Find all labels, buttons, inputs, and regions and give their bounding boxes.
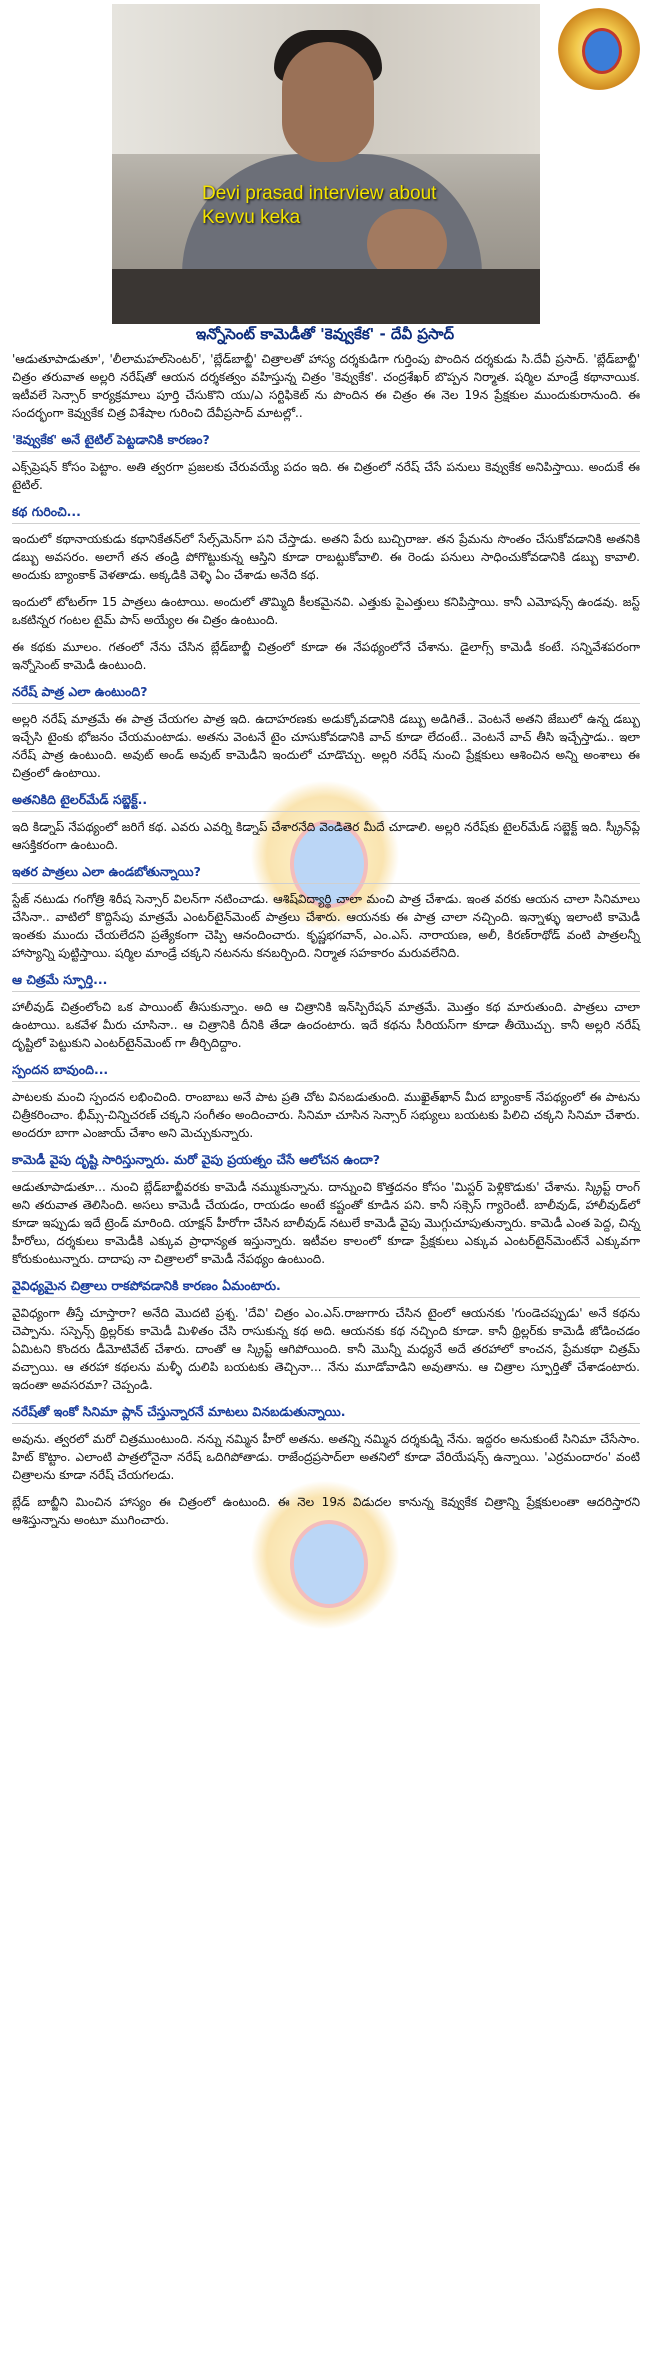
question-heading: వైవిధ్యమైన చిత్రాలు రాకపోవడానికి కారణం ఏమంటారు. [12, 1277, 640, 1298]
answer-paragraph: ఇందులో టోటల్‌గా 15 పాత్రలు ఉంటాయి. అందులో తొమ్మిది కీలకమైనవి. ఎత్తుకు పైఎత్తులు కనిపిస్తాయి. కానీ ఎమోషన్స్ ఉండవు. జస్ట్ ఒకటిన్నర గంటల టైమ్ పాస్ అయ్యేల ఈ చిత్రం ఉంటుంది. [12, 595, 640, 627]
answer-paragraph: స్టేజ్ నటుడు గంగోత్రి శిరీష సెన్సార్ విలన్‌గా నటించాడు. ఆశిష్‌విద్యార్థి చాలా మంచి పాత్ర చేశాడు. ఇంత వరకు ఆయన చాలా సినిమాలు చేసినా.. వాటిలో కొద్దిసేపు మాత్రమే ఎంటర్‌టైన్‌మెంట్ పాత్రలు చేశారు. ఆయనకు ఈ పాత్ర చాలా నచ్చింది. ఇన్నాళ్ళు ఇలాంటి కామెడీ ఇంతకు ముందు చేయలేదని ప్రత్యేకంగా చెప్పి ఆనందించారు. కృష్ణభగవాన్, ఎం.ఎస్. నారాయణ, అలీ, కిరణ్‌రాథోడ్ వంటి పాత్రలన్నీ హాస్యాన్ని పుట్టిస్తాయి. షర్మిల మాండ్రే చక్కని నటనను కనబర్చింది. నిర్మాత సహకారం మరువలేనిది. [12, 892, 640, 960]
answer-paragraph: ఇందులో కథానాయకుడు కథానికేతన్‌లో సేల్స్‌మెన్‌గా పని చేస్తాడు. అతని పేరు బుచ్చిరాజు. తన ప్రేమను సొంతం చేసుకోవడానికి అతనికి డబ్బు అవసరం. అలాగే తన తండ్రి పోగొట్టుకున్న ఆస్తిని కూడా రాబట్టుకోవాలి. ఈ రెండు పనులు సాధించుకోవడానికి డబ్బు కావాలి. అందుకు బ్యాంకాక్ వెళతాడు. అక్కడికి వెళ్ళి ఏం చేశాడు అనేది కథ. [12, 532, 640, 582]
answer-paragraph: ఆడుతూపాడుతూ... నుంచి బ్లేడ్‌బాబ్జీవరకు కామెడీ నమ్ముకున్నాను. దాన్నుంచి కొత్తదనం కోసం 'మిస్టర్ పెళ్లికొడుకు' చేశాను. స్క్రిప్ట్ రాంగ్ అని తరువాత తెలిసింది. అసలు కామెడీ చేయడం, రాయడం అంటే కష్టంతో కూడిన పని. కానీ సక్సెస్ గ్యారెంటీ. బాలీవుడ్, హాలీవుడ్‌లో కూడా ఇప్పుడు ఇదే ట్రెండ్ మారింది. యాక్షన్ హీరోగా చేసిన బాలీవుడ్ నటులే కామెడీ వైపు మొగ్గుచూపుతున్నారు. కామెడీ ఎంత పెద్ద, చిన్న హీరోలు, దర్శకులు కామెడీకి ఎక్కువ ప్రాధాన్యత ఇస్తున్నారు. ఇటీవల కాలంలో కూడా ప్రేక్షకులు ఎక్కువ ఎంటర్‌టైన్‌మెంట్‌నే ఎక్కువగా కోరుకుంటున్నారు. దాదాపు నా చిత్రాలలో కామెడీ నేపథ్యం ఉంటుంది. [12, 1180, 640, 1266]
question-heading: 'కెవ్వుకేక' అనే టైటిల్ పెట్టడానికి కారణం? [12, 431, 640, 452]
answer-paragraph: ఇది కిడ్నాప్ నేపథ్యంలో జరిగే కథ. ఎవరు ఎవర్ని కిడ్నాప్ చేశారనేది వెండితెర మీదే చూడాలి. అల్లరి నరేష్‌కు టైలర్‌మేడ్ సబ్జెక్ట్ ఇది. స్క్రీన్‌ప్లే ఆసక్తికరంగా ఉంటుంది. [12, 820, 640, 852]
interview-photo [112, 4, 540, 324]
photo-table [112, 269, 540, 324]
article-body [12, 350, 640, 1538]
site-logo [558, 8, 640, 90]
answer-paragraph: ఈ కథకు మూలం. గతంలో నేను చేసిన బ్లేడ్‌బాబ్జీ చిత్రంలో కూడా ఈ నేపథ్యంలోనే చేశాను. డైలాగ్స్ కామెడీ కంటే. సన్నివేశపరంగా ఇన్నోసెంట్ కామెడీ ఉంటుంది. [12, 640, 640, 672]
question-heading: కథ గురించి... [12, 503, 640, 524]
answer-paragraph: అల్లరి నరేష్ మాత్రమే ఈ పాత్ర చేయగల పాత్ర ఇది. ఉదాహరణకు అడుక్కోవడానికి డబ్బు అడిగితే.. వెంటనే అతని జేబులో ఉన్న డబ్బు ఇచ్చేసి టైంకు భోజనం చేయమంటాడు. అతను వెంటనే టైం చూసుకోవడానికి వాచ్ కూడా లేదంటే.. వెంటనే వాచ్ తీసి ఇచ్చేస్తాడు.. ఇలా నరేష్ పాత్ర ఉంటుంది. అవుట్ అండ్ అవుట్ కామెడీని ఇందులో చూడొచ్చు. అల్లరి నరేష్ నుంచి ప్రేక్షకులు ఆశించిన అన్ని అంశాలు ఈ చిత్రంలో ఉంటాయి. [12, 712, 640, 780]
answer-paragraph: ఎక్స్‌ప్రెషన్ కోసం పెట్టాం. అతి త్వరగా ప్రజలకు చేరువయ్యే పదం ఇది. ఈ చిత్రంలో నరేష్ చేసే పనులు కెవ్వుకేక అనిపిస్తాయి. అందుకే ఈ టైటిల్. [12, 460, 640, 492]
answer-paragraph: అవును. త్వరలో మరో చిత్రముంటుంది. నన్ను నమ్మిన హీరో అతను. అతన్ని నమ్మిన దర్శకుడ్ని నేను. ఇద్దరం అనుకుంటే సినిమా చేసేసాం. హిట్ కొట్టాం. ఎలాంటి పాత్రలోనైనా నరేష్ ఒదిగిపోతాడు. రాజేంద్రప్రసాద్‌లా అతనిలో కూడా వేరియేషన్స్ ఉన్నాయి. 'ఎర్రమందారం' వంటి చిత్రాలను కూడా నరేష్ చేయగలడు. [12, 1432, 640, 1482]
answer-paragraph: 'ఆడుతూపాడుతూ', 'లీలామహల్‌సెంటర్', 'బ్లేడ్‌బాబ్జీ' చిత్రాలతో హాస్య దర్శకుడిగా గుర్తింపు పొందిన దర్శకుడు సి.దేవీ ప్రసాద్. 'బ్లేడ్‌బాబ్జీ' చిత్రం తరువాత అల్లరి నరేష్‌తో ఆయన దర్శకత్వం వహిస్తున్న చిత్రం 'కెవ్వుకేక'. చంద్రశేఖర్ బొప్పన నిర్మాత. షర్మిల మాండ్రే కథానాయిక. ఇటీవలే సెన్సార్ కార్యక్రమాలు పూర్తి చేసుకొని యు/ఎ సర్టిఫికెట్ ను పొందిన ఈ చిత్రం ఈ నెల 19న ప్రేక్షకుల ముందుకురానుంది. ఈ సందర్భంగా కెవ్వుకేక చిత్ర విశేషాల గురించి దేవీప్రసాద్ మాటల్లో.. [12, 352, 640, 420]
answer-paragraph: బ్లేడ్ బాబ్జీని మించిన హాస్యం ఈ చిత్రంలో ఉంటుంది. ఈ నెల 19న విడుదల కానున్న కెవ్వుకేక చిత్రాన్ని ప్రేక్షకులంతా ఆదరిస్తారని ఆశిస్తున్నాను అంటూ ముగించారు. [12, 1495, 640, 1527]
article-headline: ఇన్నోసెంట్ కామెడీతో 'కెవ్వుకేక' - దేవీ ప్రసాద్ [195, 325, 455, 343]
answer-paragraph: పాటలకు మంచి స్పందన లభించింది. రాంబాబు అనే పాట ప్రతి చోట వినబడుతుంది. ముఖైత్‌ఖాన్ మీద బ్యాంకాక్ నేపథ్యంలో ఈ పాటను చిత్రీకరించాం. భీమ్స్-చిన్నిచరణ్ చక్కని సంగీతం అందించారు. సినిమా చూసిన సెన్సార్ సభ్యులు బయటకు పిలిచి చక్కని సినిమా చేశారు. అందరూ బాగా ఎంజాయ్ చేశాం అని మెచ్చుకున్నారు. [12, 1090, 640, 1140]
question-heading: స్పందన బావుంది... [12, 1061, 640, 1082]
question-heading: కామెడీ వైపు దృష్టి సారిస్తున్నారు. మరో వైపు ప్రయత్నం చేసే ఆలోచన ఉందా? [12, 1151, 640, 1172]
photo-person-head [282, 42, 374, 162]
photo-caption: Devi prasad interview about Kevvu keka [202, 183, 437, 228]
logo-face-icon [582, 28, 622, 74]
question-heading: నరేష్‌తో ఇంకో సినిమా ప్లాన్ చేస్తున్నారనే మాటలు వినబడుతున్నాయి. [12, 1403, 640, 1424]
answer-paragraph: హాలీవుడ్ చిత్రంలోంచి ఒక పాయింట్ తీసుకున్నాం. అది ఆ చిత్రానికి ఇన్‌స్పిరేషన్ మాత్రమే. మొత్తం కథ మారుతుంది. పాత్రలు చాలా ఉంటాయి. ఒకవేళ మీరు చూసినా.. ఆ చిత్రానికి దీనికి తేడా ఉందంటారు. ఇదే కథను సీరియస్‌గా కూడా తీయొచ్చు. కానీ అల్లరి నరేష్ దృష్టిలో పెట్టుకుని ఎంటర్‌టైన్‌మెంట్ గా తీర్చిదిద్దాం. [12, 1000, 640, 1050]
question-heading: అతనికిది టైలర్‌మేడ్ సబ్జెక్ట్.. [12, 791, 640, 812]
question-heading: నరేష్ పాత్ర ఎలా ఉంటుంది? [12, 683, 640, 704]
question-heading: ఆ చిత్రమే స్ఫూర్తి... [12, 971, 640, 992]
question-heading: ఇతర పాత్రలు ఎలా ఉండబోతున్నాయి? [12, 863, 640, 884]
answer-paragraph: వైవిధ్యంగా తీస్తే చూస్తారా? అనేది మొదటి ప్రశ్న. 'దేవి' చిత్రం ఎం.ఎస్.రాజుగారు చేసిన టైంలో ఆయనకు 'గుండెచప్పుడు' అనే కథను చెప్పాను. సస్పెన్స్ థ్రిల్లర్‌కు కామెడీ మిళితం చేసి రాసుకున్న కథ అది. ఆయనకు కథ నచ్చింది కూడా. కానీ థ్రిల్లర్‌కు కామెడీ జోడించడం ఏమిటని కొందరు డీమోటివేట్ చేశారు. దాంతో ఆ స్క్రిప్ట్ ఆగిపోయింది. కానీ మొన్నీ మధ్యనే అదే తరహాలో కాంచన, ప్రేమకథా చిత్రమ్ వచ్చాయి. ఆ తరహా కథలను మళ్ళీ దులిపి బయటకు తెచ్చినా... నేను మూడోవాడిని అవుతాను. ఆ చిత్రాల స్ఫూర్తితో చేశాడంటారు. ఇదంతా అవసరమా? చెప్పండి. [12, 1306, 640, 1392]
